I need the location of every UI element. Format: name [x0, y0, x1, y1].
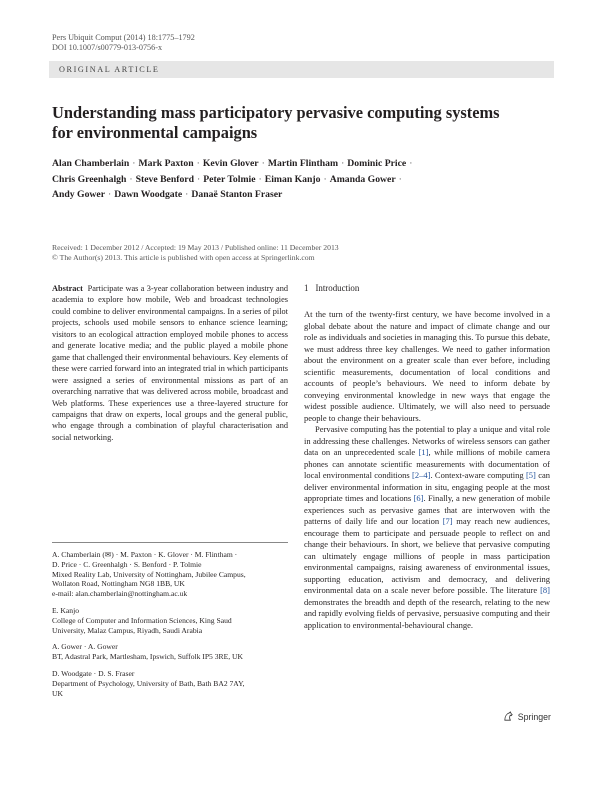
section-title: Introduction: [315, 283, 360, 293]
text-run: . Finally, a new generation of mobile experiences such as pervasive games that are interwoven with the patterns of daily life and our location: [304, 493, 550, 526]
affiliation-line: College of Computer and Information Sciences, King Saud: [52, 615, 232, 625]
right-column: [304, 283, 550, 631]
intro-paragraph-2: [304, 424, 550, 631]
author-separator: ·: [398, 173, 402, 185]
author: Mark Paxton: [138, 158, 194, 169]
title-line-2: for environmental campaigns: [52, 122, 258, 142]
author-separator: ·: [197, 173, 201, 185]
author-separator: ·: [132, 158, 136, 169]
paper-title: [52, 103, 552, 142]
section-number: 1: [304, 283, 309, 293]
affiliations: [52, 542, 288, 705]
author-separator: ·: [409, 158, 413, 169]
abstract-text: Participate was a 3-year collaboration between industry and academia to explore how mobile, Web and broadcast technologies could combine to deliver environmental campaigns. In a series of pilot projects, schools used mobile sensors to enhance science learning; visitors to an ecological attraction employed mobile phones to access and generate locative media; and the public played a mobile phone game that challenged their environmental behaviours. Key elements of these were carried forward into an integrated trial in which participants were assigned a series of environmental missions as part of an overarching narrative that was delivered across mobile, broadcast and Web platforms. These experiences use a three-layered structure for campaigns that draw on experts, local groups and the general public, who engage through a combination of playful characterisation and social networking.: [52, 284, 288, 442]
affiliation-line: BT, Adastral Park, Martlesham, Ipswich, Suffolk IP5 3RE, UK: [52, 652, 244, 662]
corresponding-email[interactable]: e-mail: alan.chamberlain@nottingham.ac.uk: [52, 589, 188, 599]
author: Dawn Woodgate: [114, 189, 183, 200]
author: Dominic Price: [347, 158, 407, 169]
affiliation-line: D. Price · C. Greenhalgh · S. Benford · P. Tolmie: [52, 559, 202, 569]
text-run: Pervasive computing has the potential to play a unique and vital role in addressing these challenges. Networks of wireless sensors can gather data on an unprecedented scale: [304, 424, 550, 457]
citation-link[interactable]: [1]: [418, 447, 429, 457]
journal-info: [52, 33, 195, 54]
journal-citation: Pers Ubiquit Comput (2014) 18:1775–1792: [52, 33, 195, 42]
publication-dates: [52, 243, 552, 263]
received-accepted-dates: Received: 1 December 2012 / Accepted: 19 May 2013 / Published online: 11 December 2013: [52, 243, 339, 252]
citation-link[interactable]: [8]: [540, 585, 550, 595]
intro-paragraph-1: At the turn of the twenty-first century, we have become involved in a global debate about the nature and impact of climate change and our role as individuals and societies in managing this. To pursue this debate, we must address three key challenges. We need to gather information about the environment on a greater scale than ever before, including scientific measurements, documentation of local conditions and accounts of people’s behaviours. We need to inform debate by conveying environmental knowledge in new ways that engage the widest possible audience. Ultimately, we will also need to persuade people to change their behaviours.: [304, 309, 550, 423]
publisher-logo: [503, 711, 551, 722]
author: Andy Gower: [52, 189, 106, 200]
publisher-name: Springer: [517, 711, 551, 722]
author-separator: ·: [323, 173, 327, 185]
affiliation-line: D. Woodgate · D. S. Fraser: [52, 668, 135, 678]
author-separator: ·: [341, 158, 345, 169]
affiliation-block: [52, 642, 288, 662]
author-separator: ·: [196, 158, 200, 169]
author-separator: ·: [258, 173, 262, 185]
open-access-notice: © The Author(s) 2013. This article is published with open access at Springerlink.com: [52, 253, 315, 263]
affiliation-block: [52, 550, 288, 599]
author: Alan Chamberlain: [52, 158, 130, 169]
text-run: demonstrates the breadth and depth of the research, relating to the new and rapidly evolving fields of pervasive, persuasive computing and their application to environmental-behavioural change.: [304, 596, 550, 630]
affiliation-line: A. Chamberlain (✉) · M. Paxton · K. Glover · M. Flintham ·: [52, 550, 238, 559]
doi: DOI 10.1007/s00779-013-0756-x: [52, 43, 163, 53]
affiliation-block: [52, 606, 288, 635]
author: Steve Benford: [135, 173, 194, 185]
text-run: . Context-aware computing: [430, 470, 526, 480]
author: Kevin Glover: [202, 158, 259, 169]
citation-link[interactable]: [5]: [525, 470, 536, 480]
author-separator: ·: [261, 158, 265, 169]
citation-link[interactable]: [7]: [442, 516, 453, 526]
affiliation-line: Wollaton Road, Nottingham NG8 1BB, UK: [52, 579, 185, 589]
author-separator: ·: [129, 173, 133, 185]
author-separator: ·: [185, 189, 189, 200]
text-run: may reach new audiences, encourage them to participate and persuade people to reflect on and change their behaviours. In short, we believe that pervasive computing can ultimately engage millions of people in mass participation environmental campaigns, raising awareness of environmental issues, supporting education, activism and democracy, and delivering environmental data on a scale never before possible. The literature: [304, 516, 550, 595]
affiliation-line: UK: [52, 688, 63, 698]
affiliation-line: Department of Psychology, University of Bath, Bath BA2 7AY,: [52, 678, 245, 688]
author: Chris Greenhalgh: [52, 173, 127, 185]
affiliation-line: University, Malaz Campus, Riyadh, Saudi Arabia: [52, 625, 203, 635]
author: Danaë Stanton Fraser: [191, 189, 283, 200]
abstract-label: Abstract: [52, 284, 83, 293]
author-separator: ·: [108, 189, 112, 200]
author: Eiman Kanjo: [264, 173, 321, 185]
left-column: [52, 283, 288, 443]
author: Amanda Gower: [329, 173, 396, 185]
author: Peter Tolmie: [203, 173, 256, 185]
author: Martin Flintham: [267, 158, 339, 169]
text-run: can deliver environmental information in situ, engaging people at the most appropriate times and locations: [304, 470, 551, 503]
affiliation-line: A. Gower · A. Gower: [52, 642, 118, 652]
text-run: , while millions of mobile camera phones can annotate scientific measurements with documentation of local environmental conditions: [304, 447, 550, 480]
abstract: [52, 283, 288, 443]
title-line-1: Understanding mass participatory pervasive computing systems: [52, 103, 500, 122]
affiliation-line: Mixed Reality Lab, University of Nottingham, Jubilee Campus,: [52, 569, 246, 579]
affiliation-block: [52, 669, 288, 698]
article-type-banner: ORIGINAL ARTICLE: [49, 61, 554, 78]
citation-link[interactable]: [6]: [413, 493, 424, 503]
springer-horse-icon: [503, 711, 514, 722]
affiliation-line: E. Kanjo: [52, 605, 79, 615]
citation-link[interactable]: [2–4]: [412, 470, 431, 480]
section-heading-introduction: [304, 283, 550, 294]
author-list: [52, 156, 552, 203]
